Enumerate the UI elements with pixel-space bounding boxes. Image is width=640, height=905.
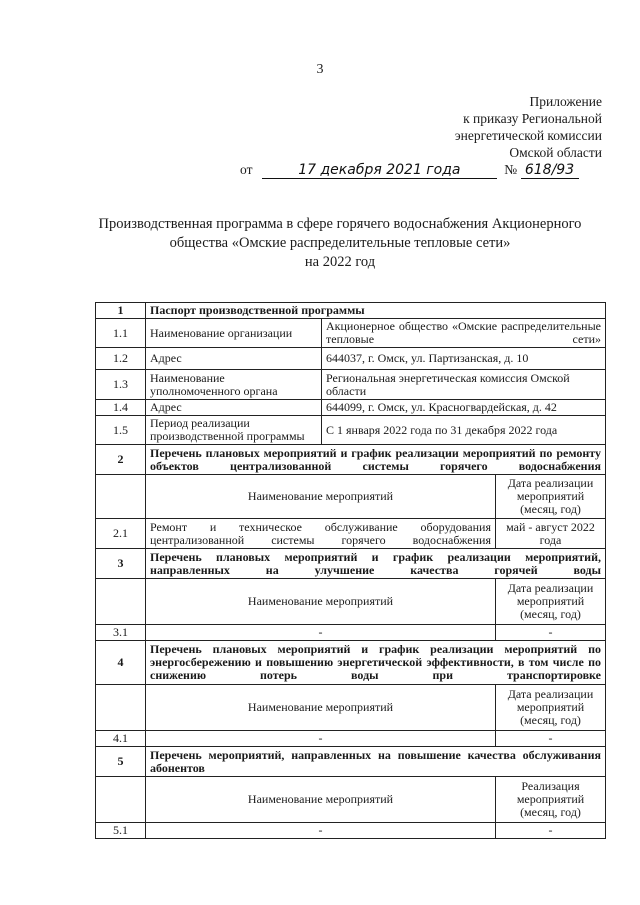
section-title: Перечень плановых мероприятий и график реализации мероприятий, направленных на улучшение качества горячей воды (146, 549, 606, 579)
row-label: Адрес (146, 400, 322, 416)
row-number: 2.1 (96, 519, 146, 549)
appendix-line-4: Омской области (509, 145, 602, 160)
section-title: Перечень плановых мероприятий и график реализации мероприятий по ремонту объектов централизованной системы горячего водоснабжения (146, 445, 606, 475)
column-header-date: Дата реализации мероприятий (месяц, год) (496, 475, 606, 519)
table-row (96, 370, 606, 400)
row-date: - (496, 625, 606, 641)
document-title-line-1: Производственная программа в сфере горячего водоснабжения Акционерного (98, 216, 582, 232)
table-row (96, 348, 606, 370)
table-row (96, 731, 606, 747)
section-number: 3 (96, 549, 146, 579)
order-date-handwritten: 17 декабря 2021 года (262, 162, 497, 179)
order-number-prefix: № (504, 162, 518, 177)
row-label: Наименование организации (146, 319, 322, 348)
section-5-column-header (96, 777, 606, 823)
column-header-name: Наименование мероприятий (146, 777, 496, 823)
section-title: Паспорт производственной программы (146, 303, 606, 319)
table-row (96, 625, 606, 641)
row-value: Региональная энергетическая комиссия Омской области (322, 370, 606, 400)
row-date: - (496, 823, 606, 839)
row-label: Период реализации производственной программы (146, 416, 322, 445)
section-title: Перечень плановых мероприятий и график реализации мероприятий по энергосбережению и повышению энергетической эффективности, в том числе по снижению потерь воды при транспортировке (146, 641, 606, 685)
order-line (240, 162, 610, 186)
column-header-name: Наименование мероприятий (146, 475, 496, 519)
row-value: 644099, г. Омск, ул. Красногвардейская, д. 42 (322, 400, 606, 416)
document-title-line-2: общества «Омские распределительные тепловые сети» (169, 235, 511, 251)
section-number: 2 (96, 445, 146, 475)
section-number: 5 (96, 747, 146, 777)
table-row (96, 519, 606, 549)
section-5-header-row (96, 747, 606, 777)
row-label: Наименование уполномоченного органа (146, 370, 322, 400)
row-number: 3.1 (96, 625, 146, 641)
row-value: - (146, 731, 496, 747)
order-number-handwritten: 618/93 (521, 162, 579, 179)
appendix-line-1: Приложение (529, 94, 602, 109)
table-row (96, 319, 606, 348)
document-title (80, 215, 600, 272)
row-value: 644037, г. Омск, ул. Партизанская, д. 10 (322, 348, 606, 370)
row-value: С 1 января 2022 года по 31 декабря 2022 года (322, 416, 606, 445)
row-number: 1.5 (96, 416, 146, 445)
row-number: 5.1 (96, 823, 146, 839)
column-header-name: Наименование мероприятий (146, 579, 496, 625)
column-header-date: Реализация мероприятий (месяц, год) (496, 777, 606, 823)
section-4-column-header (96, 685, 606, 731)
row-label: Адрес (146, 348, 322, 370)
page-number: 3 (316, 62, 324, 77)
table-row (96, 823, 606, 839)
program-table (95, 302, 606, 839)
section-4-header-row (96, 641, 606, 685)
appendix-line-2: к приказу Региональной (463, 111, 602, 126)
section-number: 4 (96, 641, 146, 685)
row-number: 1.2 (96, 348, 146, 370)
section-number: 1 (96, 303, 146, 319)
row-date: май - август 2022 года (496, 519, 606, 549)
section-3-header-row (96, 549, 606, 579)
row-number: 1.1 (96, 319, 146, 348)
row-value: Акционерное общество «Омские распределительные тепловые сети» (322, 319, 606, 348)
section-2-header-row (96, 445, 606, 475)
appendix-line-3: энергетической комиссии (454, 128, 602, 143)
section-3-column-header (96, 579, 606, 625)
row-date: - (496, 731, 606, 747)
row-value: Ремонт и техническое обслуживание оборудования централизованной системы горячего водоснабжения (146, 519, 496, 549)
column-header-date: Дата реализации мероприятий (месяц, год) (496, 685, 606, 731)
row-number: 4.1 (96, 731, 146, 747)
column-header-date: Дата реализации мероприятий (месяц, год) (496, 579, 606, 625)
section-2-column-header (96, 475, 606, 519)
document-title-line-3: на 2022 год (304, 254, 376, 270)
section-1-header-row (96, 303, 606, 319)
section-title: Перечень мероприятий, направленных на повышение качества обслуживания абонентов (146, 747, 606, 777)
row-value: - (146, 625, 496, 641)
column-header-name: Наименование мероприятий (146, 685, 496, 731)
row-value: - (146, 823, 496, 839)
row-number: 1.4 (96, 400, 146, 416)
row-number: 1.3 (96, 370, 146, 400)
table-row (96, 400, 606, 416)
order-prefix: от (240, 162, 253, 177)
table-row (96, 416, 606, 445)
